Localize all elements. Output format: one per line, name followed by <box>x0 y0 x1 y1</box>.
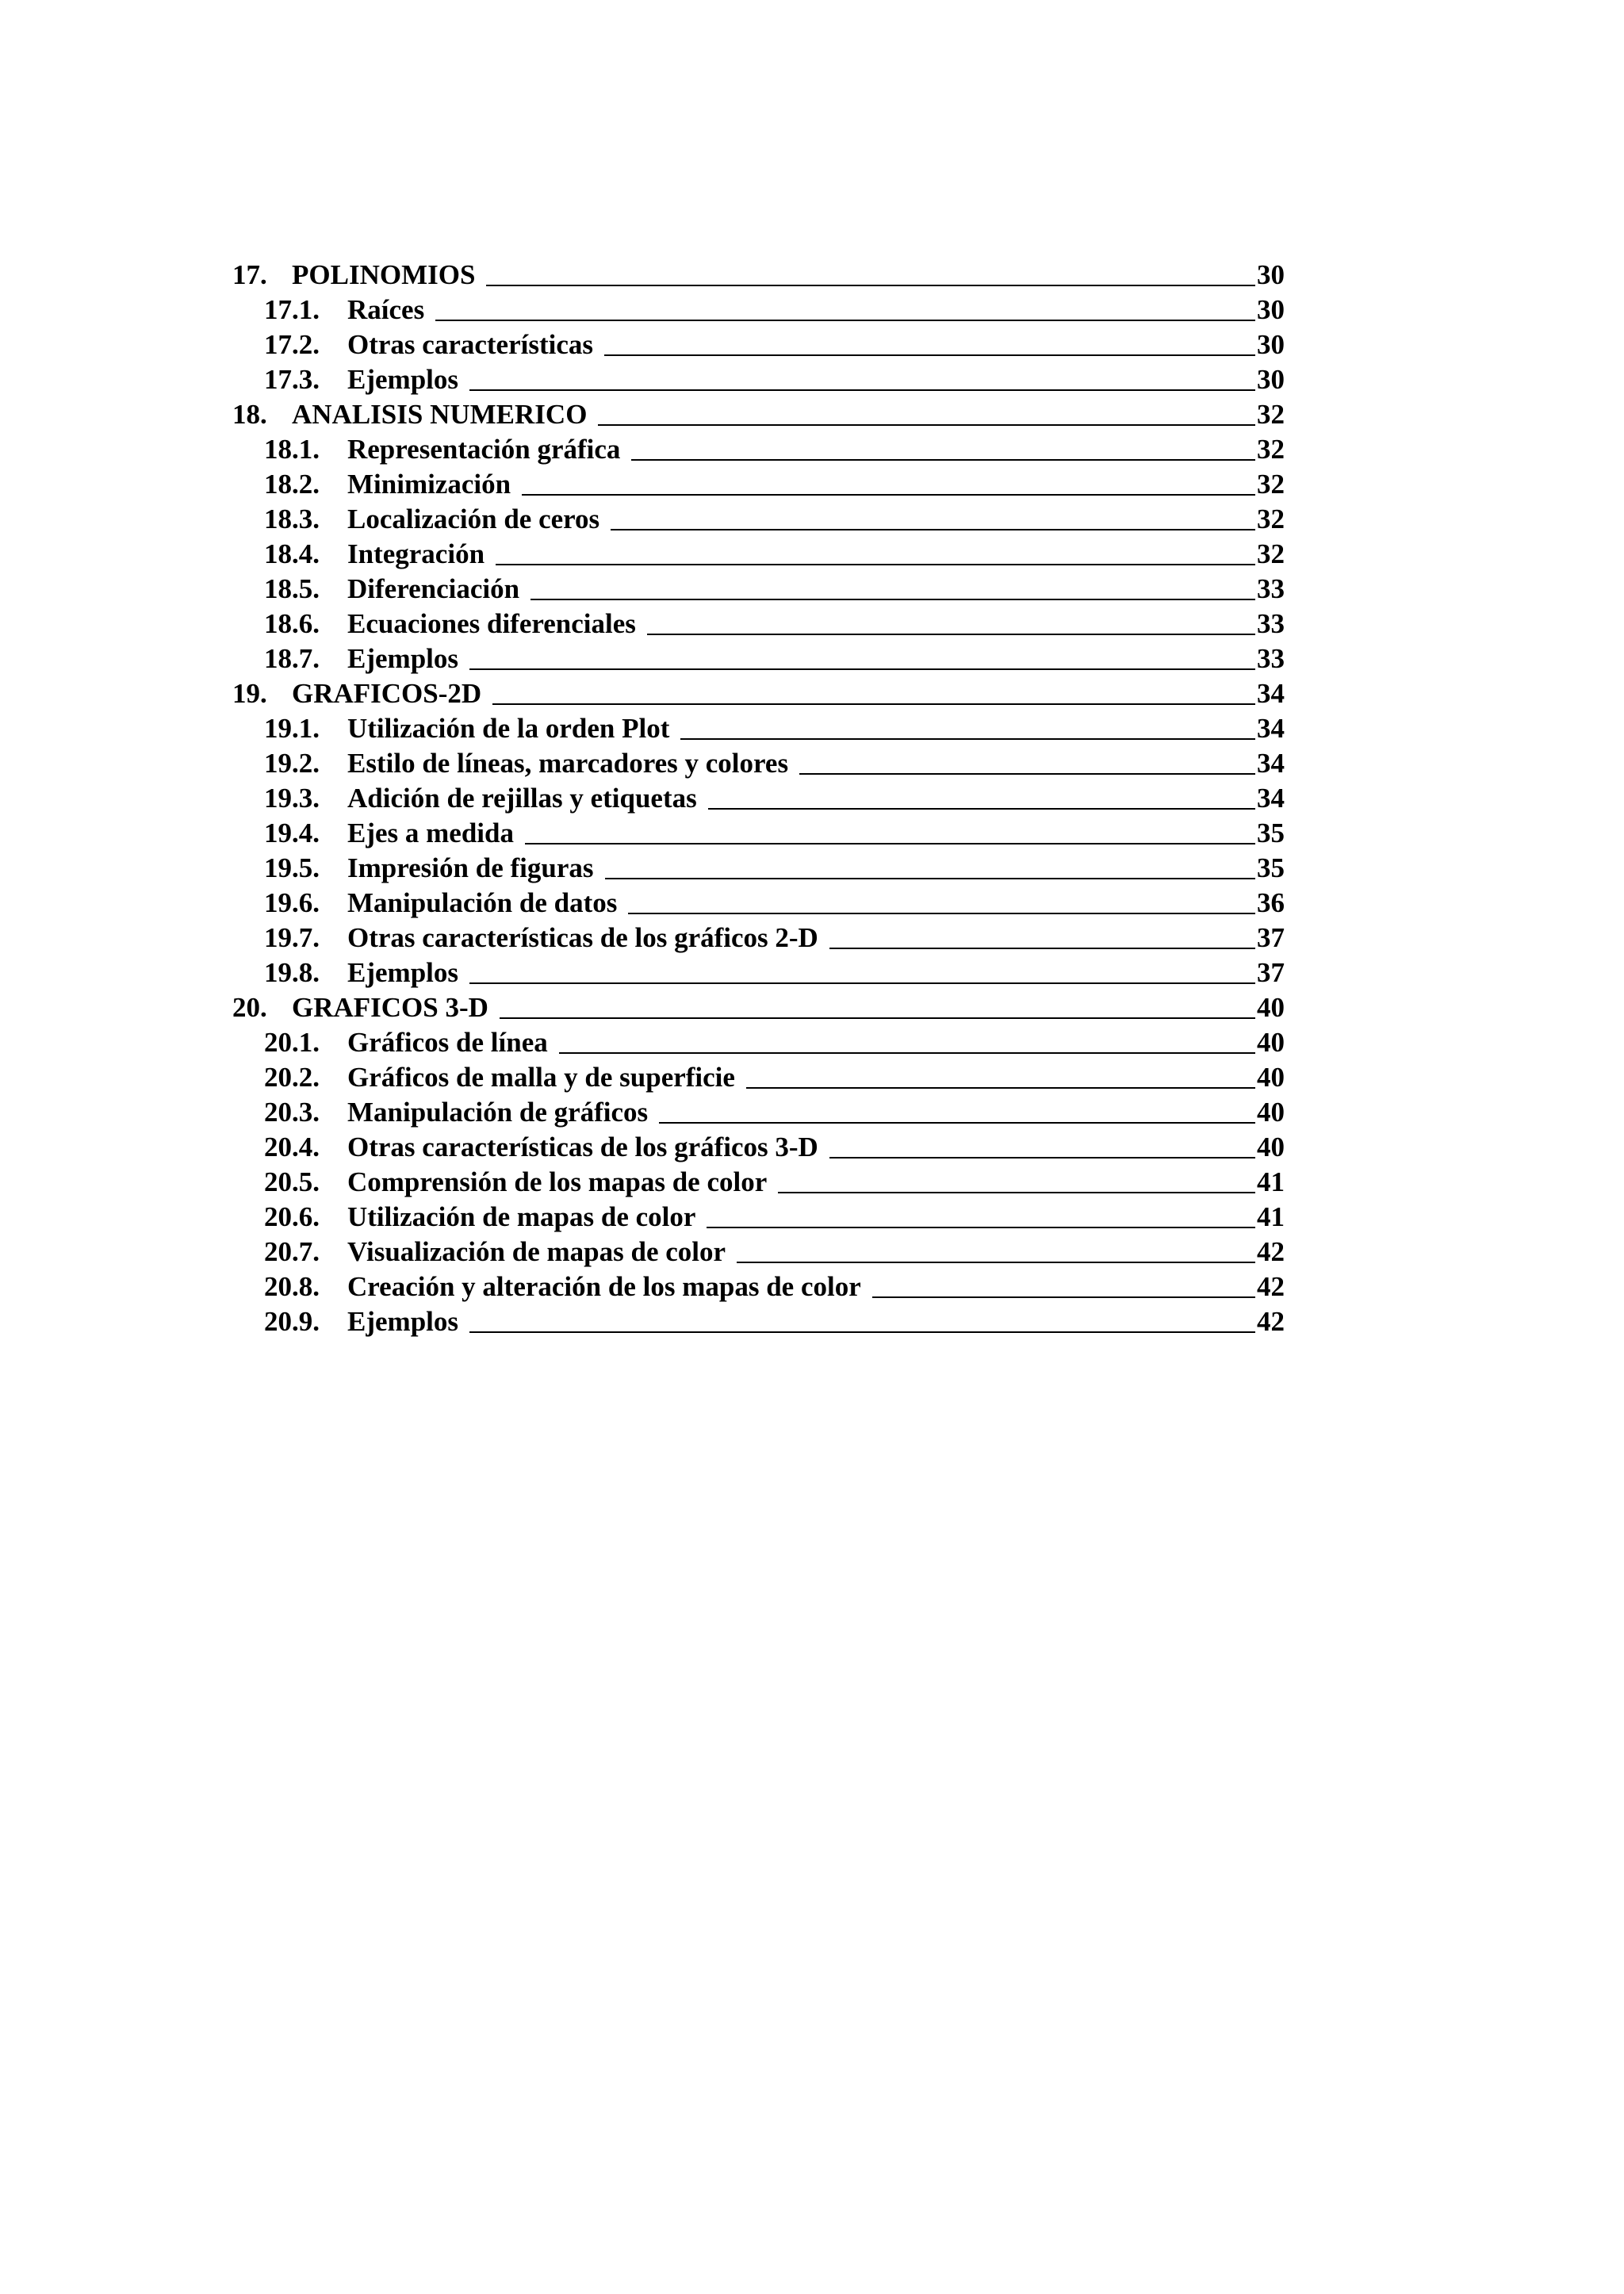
toc-leader-line <box>737 1262 1255 1263</box>
toc-number: 18.2. <box>264 469 320 500</box>
table-of-contents <box>232 258 1295 1339</box>
toc-leader-line <box>659 1122 1255 1124</box>
toc-number: 19.5. <box>264 852 320 883</box>
toc-leader-line <box>522 494 1255 496</box>
toc-page-number: 32 <box>1257 469 1285 500</box>
toc-page-number: 30 <box>1257 294 1285 325</box>
toc-section <box>232 1235 1295 1270</box>
toc-title: GRAFICOS-2D <box>292 678 482 709</box>
toc-leader-line <box>631 459 1255 461</box>
toc-page-number: 33 <box>1257 643 1285 674</box>
toc-section <box>232 956 1295 990</box>
toc-number: 18.5. <box>264 573 320 604</box>
toc-number: 17. <box>232 259 267 290</box>
toc-page-number: 40 <box>1257 1132 1285 1162</box>
toc-title: Diferenciación <box>347 573 520 604</box>
toc-page-number: 36 <box>1257 887 1285 918</box>
toc-number: 19.1. <box>264 713 320 744</box>
toc-section <box>232 607 1295 641</box>
toc-title: Visualización de mapas de color <box>347 1236 726 1267</box>
toc-page-number: 32 <box>1257 434 1285 465</box>
toc-title: Estilo de líneas, marcadores y colores <box>347 748 789 779</box>
toc-title: Gráficos de línea <box>347 1027 548 1058</box>
toc-title: Ejemplos <box>347 643 458 674</box>
toc-section <box>232 1270 1295 1304</box>
toc-leader-line <box>559 1052 1255 1054</box>
toc-leader-line <box>647 634 1255 635</box>
toc-section <box>232 1025 1295 1060</box>
toc-number: 18.4. <box>264 538 320 569</box>
toc-number: 19.2. <box>264 748 320 779</box>
toc-leader-line <box>799 773 1255 775</box>
toc-section <box>232 921 1295 956</box>
toc-title: Utilización de mapas de color <box>347 1201 696 1232</box>
toc-leader-line <box>496 564 1255 565</box>
toc-title: Ejemplos <box>347 957 458 988</box>
toc-title: Ecuaciones diferenciales <box>347 608 636 639</box>
toc-number: 20.5. <box>264 1166 320 1197</box>
toc-section <box>232 432 1295 467</box>
toc-leader-line <box>611 529 1255 530</box>
toc-title: Otras características de los gráficos 3-D <box>347 1132 818 1162</box>
toc-section <box>232 641 1295 676</box>
toc-title: Utilización de la orden Plot <box>347 713 670 744</box>
toc-leader-line <box>680 738 1255 740</box>
toc-section <box>232 1060 1295 1095</box>
toc-leader-line <box>435 320 1255 321</box>
toc-section <box>232 886 1295 921</box>
toc-number: 20.2. <box>264 1062 320 1093</box>
toc-title: POLINOMIOS <box>292 259 476 290</box>
toc-title: Representación gráfica <box>347 434 621 465</box>
toc-page-number: 32 <box>1257 399 1285 430</box>
toc-page-number: 40 <box>1257 992 1285 1023</box>
toc-leader-line <box>628 913 1255 914</box>
toc-chapter <box>232 990 1295 1025</box>
toc-number: 18. <box>232 399 267 430</box>
toc-page-number: 30 <box>1257 329 1285 360</box>
toc-section <box>232 572 1295 607</box>
toc-chapter <box>232 397 1295 432</box>
toc-title: Integración <box>347 538 485 569</box>
toc-leader-line <box>872 1296 1255 1298</box>
toc-section <box>232 746 1295 781</box>
toc-section <box>232 467 1295 502</box>
toc-title: Manipulación de datos <box>347 887 618 918</box>
toc-page-number: 40 <box>1257 1027 1285 1058</box>
toc-page-number: 41 <box>1257 1166 1285 1197</box>
toc-title: Localización de ceros <box>347 504 600 534</box>
toc-title: Raíces <box>347 294 425 325</box>
toc-title: Minimización <box>347 469 511 500</box>
toc-leader-line <box>500 1017 1255 1019</box>
toc-page-number: 42 <box>1257 1271 1285 1302</box>
toc-section <box>232 1165 1295 1200</box>
toc-page-number: 42 <box>1257 1236 1285 1267</box>
toc-page-number: 34 <box>1257 678 1285 709</box>
toc-page-number: 40 <box>1257 1062 1285 1093</box>
toc-page-number: 35 <box>1257 818 1285 848</box>
toc-number: 19.3. <box>264 783 320 814</box>
toc-number: 17.1. <box>264 294 320 325</box>
toc-leader-line <box>829 948 1255 949</box>
toc-title: Comprensión de los mapas de color <box>347 1166 768 1197</box>
toc-leader-line <box>746 1087 1255 1089</box>
toc-number: 20. <box>232 992 267 1023</box>
toc-leader-line <box>708 808 1255 810</box>
toc-title: Otras características de los gráficos 2-D <box>347 922 818 953</box>
toc-section <box>232 362 1295 397</box>
toc-leader-line <box>486 285 1255 286</box>
toc-page-number: 34 <box>1257 713 1285 744</box>
toc-page-number: 34 <box>1257 748 1285 779</box>
toc-title: Adición de rejillas y etiquetas <box>347 783 697 814</box>
toc-page-number: 33 <box>1257 573 1285 604</box>
toc-page-number: 32 <box>1257 538 1285 569</box>
toc-title: Manipulación de gráficos <box>347 1097 649 1128</box>
toc-section <box>232 1095 1295 1130</box>
toc-leader-line <box>604 354 1255 356</box>
toc-page-number: 30 <box>1257 259 1285 290</box>
toc-leader-line <box>525 843 1255 844</box>
toc-section <box>232 537 1295 572</box>
toc-number: 19.6. <box>264 887 320 918</box>
toc-leader-line <box>530 599 1255 600</box>
toc-number: 18.3. <box>264 504 320 534</box>
toc-number: 20.3. <box>264 1097 320 1128</box>
toc-leader-line <box>469 389 1255 391</box>
toc-page-number: 41 <box>1257 1201 1285 1232</box>
toc-number: 18.1. <box>264 434 320 465</box>
toc-number: 20.1. <box>264 1027 320 1058</box>
toc-leader-line <box>492 703 1255 705</box>
toc-number: 19.7. <box>264 922 320 953</box>
toc-number: 19. <box>232 678 267 709</box>
toc-leader-line <box>778 1192 1255 1193</box>
toc-leader-line <box>469 1331 1255 1333</box>
toc-section <box>232 327 1295 362</box>
toc-section <box>232 711 1295 746</box>
toc-number: 20.8. <box>264 1271 320 1302</box>
toc-number: 20.4. <box>264 1132 320 1162</box>
toc-page-number: 34 <box>1257 783 1285 814</box>
toc-leader-line <box>469 982 1255 984</box>
toc-title: GRAFICOS 3-D <box>292 992 488 1023</box>
toc-chapter <box>232 258 1295 293</box>
toc-number: 18.6. <box>264 608 320 639</box>
toc-number: 17.3. <box>264 364 320 395</box>
toc-number: 20.9. <box>264 1306 320 1337</box>
toc-page-number: 37 <box>1257 957 1285 988</box>
toc-page-number: 40 <box>1257 1097 1285 1128</box>
toc-section <box>232 816 1295 851</box>
toc-page-number: 32 <box>1257 504 1285 534</box>
toc-title: Ejes a medida <box>347 818 514 848</box>
toc-leader-line <box>469 668 1255 670</box>
toc-page-number: 33 <box>1257 608 1285 639</box>
toc-section <box>232 293 1295 327</box>
toc-section <box>232 781 1295 816</box>
toc-page-number: 30 <box>1257 364 1285 395</box>
toc-number: 20.6. <box>264 1201 320 1232</box>
toc-leader-line <box>707 1227 1255 1228</box>
toc-number: 19.4. <box>264 818 320 848</box>
toc-section <box>232 502 1295 537</box>
toc-section <box>232 1200 1295 1235</box>
toc-title: Ejemplos <box>347 1306 458 1337</box>
toc-title: ANALISIS NUMERICO <box>292 399 588 430</box>
toc-section <box>232 1304 1295 1339</box>
toc-number: 20.7. <box>264 1236 320 1267</box>
toc-number: 17.2. <box>264 329 320 360</box>
toc-title: Ejemplos <box>347 364 458 395</box>
toc-leader-line <box>605 878 1255 879</box>
toc-title: Gráficos de malla y de superficie <box>347 1062 735 1093</box>
toc-chapter <box>232 676 1295 711</box>
toc-page-number: 35 <box>1257 852 1285 883</box>
toc-section <box>232 851 1295 886</box>
toc-title: Impresión de figuras <box>347 852 594 883</box>
toc-number: 19.8. <box>264 957 320 988</box>
toc-section <box>232 1130 1295 1165</box>
toc-leader-line <box>598 424 1255 426</box>
toc-page-number: 42 <box>1257 1306 1285 1337</box>
toc-number: 18.7. <box>264 643 320 674</box>
toc-page-number: 37 <box>1257 922 1285 953</box>
toc-leader-line <box>829 1157 1255 1158</box>
toc-title: Otras características <box>347 329 593 360</box>
toc-title: Creación y alteración de los mapas de color <box>347 1271 861 1302</box>
